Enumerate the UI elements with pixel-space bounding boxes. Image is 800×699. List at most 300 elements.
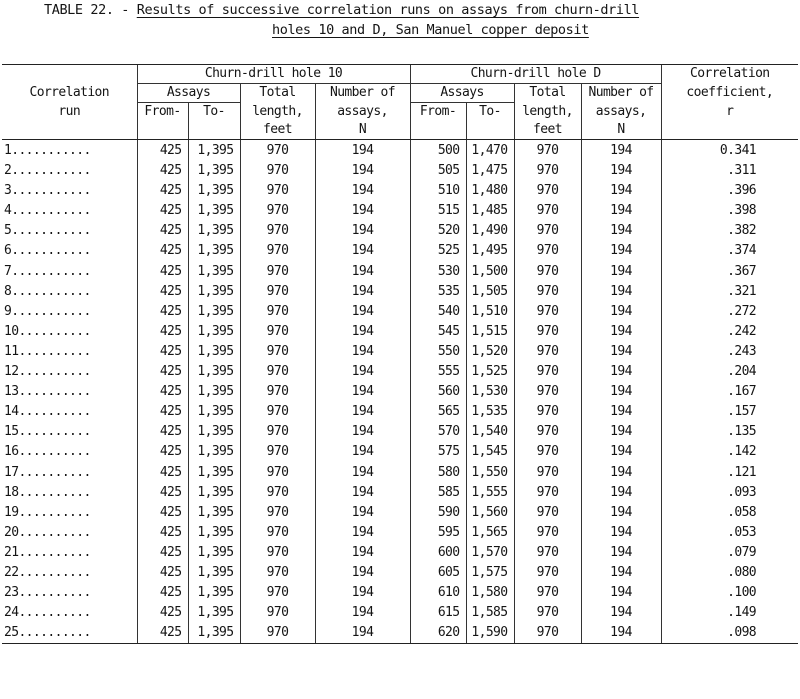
correlation-coefficient-cell: 0.341 <box>661 140 798 162</box>
holeD-length-cell: 970 <box>514 221 581 241</box>
holeD-length-cell: 970 <box>514 322 581 342</box>
holeD-from-cell: 550 <box>410 342 466 362</box>
correlation-coefficient-cell: .367 <box>661 262 798 282</box>
run-label-cell: 22.......... <box>4 564 91 580</box>
table-row <box>2 422 798 442</box>
hole10-length-cell: 970 <box>240 442 315 462</box>
table-row <box>2 201 798 221</box>
hole10-from-cell: 425 <box>137 442 188 462</box>
correlation-coefficient-cell: .272 <box>661 302 798 322</box>
run-label-cell: 1........... <box>4 143 91 158</box>
holeD-to-cell: 1,540 <box>466 422 514 442</box>
table-row <box>2 382 798 402</box>
table-row <box>2 342 798 362</box>
header-spacer <box>2 121 137 140</box>
holeD-length-cell: 970 <box>514 463 581 483</box>
holeD-length-cell: 970 <box>514 442 581 462</box>
table-row <box>2 161 798 181</box>
holeD-from-cell: 555 <box>410 362 466 382</box>
header-total-length-10-line-1: Total <box>240 84 315 103</box>
holeD-to-cell: 1,500 <box>466 262 514 282</box>
table-row <box>2 483 798 503</box>
hole10-from-cell: 425 <box>137 282 188 302</box>
table-row <box>2 402 798 422</box>
holeD-from-cell: 595 <box>410 523 466 543</box>
holeD-from-cell: 505 <box>410 161 466 181</box>
hole10-to-cell: 1,395 <box>188 362 240 382</box>
hole10-from-cell: 425 <box>137 342 188 362</box>
hole10-count-cell: 194 <box>315 523 410 543</box>
hole10-length-cell: 970 <box>240 603 315 623</box>
table-row <box>2 181 798 201</box>
hole10-length-cell: 970 <box>240 503 315 523</box>
holeD-count-cell: 194 <box>581 503 661 523</box>
holeD-from-cell: 530 <box>410 262 466 282</box>
hole10-count-cell: 194 <box>315 181 410 201</box>
holeD-length-cell: 970 <box>514 483 581 503</box>
holeD-count-cell: 194 <box>581 362 661 382</box>
holeD-to-cell: 1,550 <box>466 463 514 483</box>
header-spacer-from-d <box>410 121 466 140</box>
hole10-length-cell: 970 <box>240 322 315 342</box>
hole10-from-cell: 425 <box>137 221 188 241</box>
holeD-from-cell: 615 <box>410 603 466 623</box>
holeD-to-cell: 1,555 <box>466 483 514 503</box>
holeD-to-cell: 1,485 <box>466 201 514 221</box>
hole10-count-cell: 194 <box>315 342 410 362</box>
table-row <box>2 583 798 603</box>
correlation-coefficient-cell: .321 <box>661 282 798 302</box>
holeD-to-cell: 1,495 <box>466 241 514 261</box>
run-label-cell: 13.......... <box>4 384 91 400</box>
header-corr-line-3: r <box>661 103 798 122</box>
caption-line-1 <box>44 2 639 18</box>
hole10-to-cell: 1,395 <box>188 221 240 241</box>
hole10-count-cell: 194 <box>315 302 410 322</box>
correlation-coefficient-cell: .167 <box>661 382 798 402</box>
holeD-from-cell: 545 <box>410 322 466 342</box>
run-label-cell: 8........... <box>4 283 91 299</box>
holeD-count-cell: 194 <box>581 442 661 462</box>
holeD-to-cell: 1,590 <box>466 623 514 644</box>
hole10-from-cell: 425 <box>137 362 188 382</box>
correlation-coefficient-cell: .135 <box>661 422 798 442</box>
holeD-length-cell: 970 <box>514 161 581 181</box>
hole10-to-cell: 1,395 <box>188 503 240 523</box>
hole10-from-cell: 425 <box>137 201 188 221</box>
hole10-count-cell: 194 <box>315 161 410 181</box>
table-row <box>2 221 798 241</box>
run-label-cell: 10.......... <box>4 323 91 339</box>
run-label-cell: 9........... <box>4 303 91 319</box>
results-table-container <box>2 64 798 644</box>
holeD-length-cell: 970 <box>514 302 581 322</box>
table-row <box>2 302 798 322</box>
holeD-from-cell: 610 <box>410 583 466 603</box>
holeD-to-cell: 1,515 <box>466 322 514 342</box>
table-row <box>2 463 798 483</box>
holeD-to-cell: 1,505 <box>466 282 514 302</box>
hole10-from-cell: 425 <box>137 140 188 162</box>
holeD-count-cell: 194 <box>581 342 661 362</box>
header-total-length-10-line-3: feet <box>240 121 315 140</box>
holeD-from-cell: 575 <box>410 442 466 462</box>
run-label-cell: 18.......... <box>4 484 91 500</box>
holeD-length-cell: 970 <box>514 583 581 603</box>
header-to-d: To- <box>466 103 514 122</box>
correlation-coefficient-cell: .398 <box>661 201 798 221</box>
hole10-from-cell: 425 <box>137 181 188 201</box>
hole10-to-cell: 1,395 <box>188 402 240 422</box>
holeD-to-cell: 1,560 <box>466 503 514 523</box>
holeD-count-cell: 194 <box>581 221 661 241</box>
hole10-length-cell: 970 <box>240 201 315 221</box>
holeD-length-cell: 970 <box>514 402 581 422</box>
table-row <box>2 563 798 583</box>
header-spacer-to-d <box>466 121 514 140</box>
hole10-count-cell: 194 <box>315 140 410 162</box>
holeD-length-cell: 970 <box>514 503 581 523</box>
holeD-length-cell: 970 <box>514 140 581 162</box>
hole10-to-cell: 1,395 <box>188 382 240 402</box>
header-number-assays-d-line-2: assays, <box>581 103 661 122</box>
hole10-to-cell: 1,395 <box>188 322 240 342</box>
hole10-count-cell: 194 <box>315 563 410 583</box>
hole10-count-cell: 194 <box>315 603 410 623</box>
holeD-to-cell: 1,580 <box>466 583 514 603</box>
correlation-coefficient-cell: .121 <box>661 463 798 483</box>
hole10-to-cell: 1,395 <box>188 262 240 282</box>
correlation-coefficient-cell: .396 <box>661 181 798 201</box>
holeD-length-cell: 970 <box>514 543 581 563</box>
header-total-length-d-line-3: feet <box>514 121 581 140</box>
holeD-to-cell: 1,545 <box>466 442 514 462</box>
hole10-length-cell: 970 <box>240 302 315 322</box>
hole10-count-cell: 194 <box>315 483 410 503</box>
table-row <box>2 543 798 563</box>
header-spacer-corr <box>661 121 798 140</box>
table-row <box>2 140 798 162</box>
hole10-to-cell: 1,395 <box>188 543 240 563</box>
run-label-cell: 21.......... <box>4 544 91 560</box>
hole10-to-cell: 1,395 <box>188 463 240 483</box>
hole10-length-cell: 970 <box>240 221 315 241</box>
header-hole-10: Churn-drill hole 10 <box>137 65 410 84</box>
run-label-cell: 17.......... <box>4 464 91 480</box>
hole10-to-cell: 1,395 <box>188 442 240 462</box>
holeD-from-cell: 580 <box>410 463 466 483</box>
hole10-length-cell: 970 <box>240 241 315 261</box>
correlation-coefficient-cell: .242 <box>661 322 798 342</box>
correlation-coefficient-cell: .053 <box>661 523 798 543</box>
run-label-cell: 5........... <box>4 223 91 239</box>
header-from-10: From- <box>137 103 188 122</box>
hole10-from-cell: 425 <box>137 483 188 503</box>
run-label-cell: 25.......... <box>2 623 137 644</box>
holeD-length-cell: 970 <box>514 563 581 583</box>
caption-title-line-2: holes 10 and D, San Manuel copper deposit <box>272 22 589 38</box>
correlation-coefficient-cell: .382 <box>661 221 798 241</box>
run-label-cell: 24.......... <box>4 605 91 621</box>
hole10-length-cell: 970 <box>240 161 315 181</box>
hole10-count-cell: 194 <box>315 422 410 442</box>
holeD-length-cell: 970 <box>514 422 581 442</box>
holeD-from-cell: 520 <box>410 221 466 241</box>
run-label-cell: 7........... <box>4 263 91 279</box>
hole10-from-cell: 425 <box>137 583 188 603</box>
hole10-count-cell: 194 <box>315 282 410 302</box>
holeD-count-cell: 194 <box>581 483 661 503</box>
hole10-from-cell: 425 <box>137 241 188 261</box>
holeD-length-cell: 970 <box>514 342 581 362</box>
header-number-assays-10-line-2: assays, <box>315 103 410 122</box>
correlation-coefficient-cell: .157 <box>661 402 798 422</box>
holeD-from-cell: 535 <box>410 282 466 302</box>
holeD-length-cell: 970 <box>514 523 581 543</box>
header-number-assays-10-line-3: N <box>315 121 410 140</box>
hole10-length-cell: 970 <box>240 382 315 402</box>
hole10-from-cell: 425 <box>137 322 188 342</box>
holeD-length-cell: 970 <box>514 382 581 402</box>
hole10-from-cell: 425 <box>137 262 188 282</box>
holeD-from-cell: 510 <box>410 181 466 201</box>
header-total-length-10-line-2: length, <box>240 103 315 122</box>
holeD-to-cell: 1,585 <box>466 603 514 623</box>
holeD-to-cell: 1,475 <box>466 161 514 181</box>
run-label-cell: 4........... <box>4 203 91 219</box>
hole10-length-cell: 970 <box>240 282 315 302</box>
hole10-to-cell: 1,395 <box>188 342 240 362</box>
correlation-coefficient-cell: .311 <box>661 161 798 181</box>
table-row <box>2 603 798 623</box>
holeD-to-cell: 1,535 <box>466 402 514 422</box>
hole10-count-cell: 194 <box>315 322 410 342</box>
hole10-to-cell: 1,395 <box>188 201 240 221</box>
correlation-coefficient-cell: .058 <box>661 503 798 523</box>
holeD-from-cell: 540 <box>410 302 466 322</box>
header-corr-line-1: Correlation <box>661 65 798 84</box>
holeD-count-cell: 194 <box>581 302 661 322</box>
table-row <box>2 442 798 462</box>
holeD-to-cell: 1,565 <box>466 523 514 543</box>
hole10-from-cell: 425 <box>137 503 188 523</box>
holeD-count-cell: 194 <box>581 422 661 442</box>
hole10-length-cell: 970 <box>240 422 315 442</box>
holeD-count-cell: 194 <box>581 382 661 402</box>
hole10-length-cell: 970 <box>240 623 315 644</box>
correlation-coefficient-cell: .098 <box>661 623 798 644</box>
hole10-to-cell: 1,395 <box>188 603 240 623</box>
hole10-length-cell: 970 <box>240 463 315 483</box>
run-label-cell: 12.......... <box>4 364 91 380</box>
holeD-count-cell: 194 <box>581 241 661 261</box>
correlation-coefficient-cell: .093 <box>661 483 798 503</box>
holeD-to-cell: 1,480 <box>466 181 514 201</box>
holeD-count-cell: 194 <box>581 262 661 282</box>
run-label-cell: 2........... <box>4 163 91 179</box>
hole10-to-cell: 1,395 <box>188 422 240 442</box>
table-row <box>2 262 798 282</box>
holeD-length-cell: 970 <box>514 241 581 261</box>
holeD-from-cell: 500 <box>410 140 466 162</box>
holeD-from-cell: 605 <box>410 563 466 583</box>
table-header <box>2 65 798 140</box>
hole10-to-cell: 1,395 <box>188 583 240 603</box>
holeD-count-cell: 194 <box>581 322 661 342</box>
hole10-count-cell: 194 <box>315 442 410 462</box>
hole10-count-cell: 194 <box>315 402 410 422</box>
hole10-from-cell: 425 <box>137 161 188 181</box>
header-number-assays-d-line-1: Number of <box>581 84 661 103</box>
hole10-count-cell: 194 <box>315 362 410 382</box>
table-row <box>2 282 798 302</box>
run-label-cell: 6........... <box>4 243 91 259</box>
holeD-count-cell: 194 <box>581 201 661 221</box>
correlation-coefficient-cell: .100 <box>661 583 798 603</box>
holeD-from-cell: 620 <box>410 623 466 644</box>
holeD-length-cell: 970 <box>514 282 581 302</box>
hole10-count-cell: 194 <box>315 623 410 644</box>
header-correlation-run-line-1: Correlation <box>29 84 109 100</box>
header-correlation-run <box>2 65 137 103</box>
table-row <box>2 503 798 523</box>
run-label-cell: 16.......... <box>4 444 91 460</box>
header-spacer-from-10 <box>137 121 188 140</box>
holeD-from-cell: 515 <box>410 201 466 221</box>
hole10-to-cell: 1,395 <box>188 181 240 201</box>
table-row <box>2 523 798 543</box>
hole10-length-cell: 970 <box>240 563 315 583</box>
hole10-to-cell: 1,395 <box>188 161 240 181</box>
holeD-to-cell: 1,530 <box>466 382 514 402</box>
run-label-cell: 14.......... <box>4 404 91 420</box>
hole10-to-cell: 1,395 <box>188 563 240 583</box>
hole10-length-cell: 970 <box>240 483 315 503</box>
hole10-to-cell: 1,395 <box>188 523 240 543</box>
header-corr-line-2: coefficient, <box>661 84 798 103</box>
holeD-from-cell: 585 <box>410 483 466 503</box>
holeD-length-cell: 970 <box>514 181 581 201</box>
header-assays-10: Assays <box>137 84 240 103</box>
hole10-count-cell: 194 <box>315 382 410 402</box>
hole10-count-cell: 194 <box>315 201 410 221</box>
run-label-cell: 15.......... <box>4 424 91 440</box>
hole10-count-cell: 194 <box>315 543 410 563</box>
holeD-count-cell: 194 <box>581 563 661 583</box>
header-to-10: To- <box>188 103 240 122</box>
correlation-coefficient-cell: .374 <box>661 241 798 261</box>
header-hole-d: Churn-drill hole D <box>410 65 661 84</box>
hole10-count-cell: 194 <box>315 241 410 261</box>
hole10-count-cell: 194 <box>315 463 410 483</box>
header-spacer-to-10 <box>188 121 240 140</box>
hole10-count-cell: 194 <box>315 262 410 282</box>
table-caption <box>0 0 800 44</box>
holeD-count-cell: 194 <box>581 543 661 563</box>
holeD-count-cell: 194 <box>581 463 661 483</box>
hole10-from-cell: 425 <box>137 463 188 483</box>
holeD-to-cell: 1,575 <box>466 563 514 583</box>
holeD-length-cell: 970 <box>514 362 581 382</box>
correlation-coefficient-cell: .243 <box>661 342 798 362</box>
hole10-to-cell: 1,395 <box>188 302 240 322</box>
hole10-to-cell: 1,395 <box>188 140 240 162</box>
header-total-length-d-line-2: length, <box>514 103 581 122</box>
correlation-coefficient-cell: .080 <box>661 563 798 583</box>
hole10-from-cell: 425 <box>137 382 188 402</box>
holeD-count-cell: 194 <box>581 402 661 422</box>
holeD-length-cell: 970 <box>514 603 581 623</box>
holeD-count-cell: 194 <box>581 523 661 543</box>
holeD-count-cell: 194 <box>581 583 661 603</box>
holeD-from-cell: 600 <box>410 543 466 563</box>
hole10-to-cell: 1,395 <box>188 623 240 644</box>
hole10-length-cell: 970 <box>240 140 315 162</box>
hole10-length-cell: 970 <box>240 181 315 201</box>
correlation-coefficient-cell: .079 <box>661 543 798 563</box>
table-row <box>2 362 798 382</box>
hole10-from-cell: 425 <box>137 422 188 442</box>
header-number-assays-d-line-3: N <box>581 121 661 140</box>
table-row <box>2 241 798 261</box>
caption-title-line-1: Results of successive correlation runs on assays from churn-drill <box>136 2 640 18</box>
holeD-from-cell: 525 <box>410 241 466 261</box>
header-total-length-d-line-1: Total <box>514 84 581 103</box>
holeD-to-cell: 1,570 <box>466 543 514 563</box>
hole10-to-cell: 1,395 <box>188 483 240 503</box>
caption-label: TABLE 22. - <box>44 2 137 18</box>
holeD-to-cell: 1,490 <box>466 221 514 241</box>
hole10-length-cell: 970 <box>240 523 315 543</box>
hole10-length-cell: 970 <box>240 583 315 603</box>
holeD-from-cell: 570 <box>410 422 466 442</box>
holeD-count-cell: 194 <box>581 161 661 181</box>
hole10-from-cell: 425 <box>137 603 188 623</box>
hole10-count-cell: 194 <box>315 583 410 603</box>
holeD-to-cell: 1,525 <box>466 362 514 382</box>
holeD-length-cell: 970 <box>514 623 581 644</box>
holeD-count-cell: 194 <box>581 140 661 162</box>
hole10-length-cell: 970 <box>240 543 315 563</box>
hole10-from-cell: 425 <box>137 523 188 543</box>
holeD-count-cell: 194 <box>581 181 661 201</box>
run-label-cell: 3........... <box>4 183 91 199</box>
hole10-count-cell: 194 <box>315 221 410 241</box>
header-assays-d: Assays <box>410 84 514 103</box>
correlation-coefficient-cell: .142 <box>661 442 798 462</box>
hole10-from-cell: 425 <box>137 543 188 563</box>
hole10-to-cell: 1,395 <box>188 282 240 302</box>
holeD-to-cell: 1,510 <box>466 302 514 322</box>
hole10-length-cell: 970 <box>240 402 315 422</box>
table-row <box>2 322 798 342</box>
header-from-d: From- <box>410 103 466 122</box>
holeD-length-cell: 970 <box>514 262 581 282</box>
holeD-from-cell: 565 <box>410 402 466 422</box>
run-label-cell: 19.......... <box>4 504 91 520</box>
run-label-cell: 11.......... <box>4 343 91 359</box>
results-table <box>2 64 798 644</box>
hole10-length-cell: 970 <box>240 262 315 282</box>
table-body <box>2 140 798 644</box>
holeD-to-cell: 1,520 <box>466 342 514 362</box>
holeD-count-cell: 194 <box>581 282 661 302</box>
run-label-cell: 23.......... <box>4 585 91 601</box>
holeD-count-cell: 194 <box>581 623 661 644</box>
holeD-from-cell: 560 <box>410 382 466 402</box>
hole10-from-cell: 425 <box>137 302 188 322</box>
correlation-coefficient-cell: .149 <box>661 603 798 623</box>
